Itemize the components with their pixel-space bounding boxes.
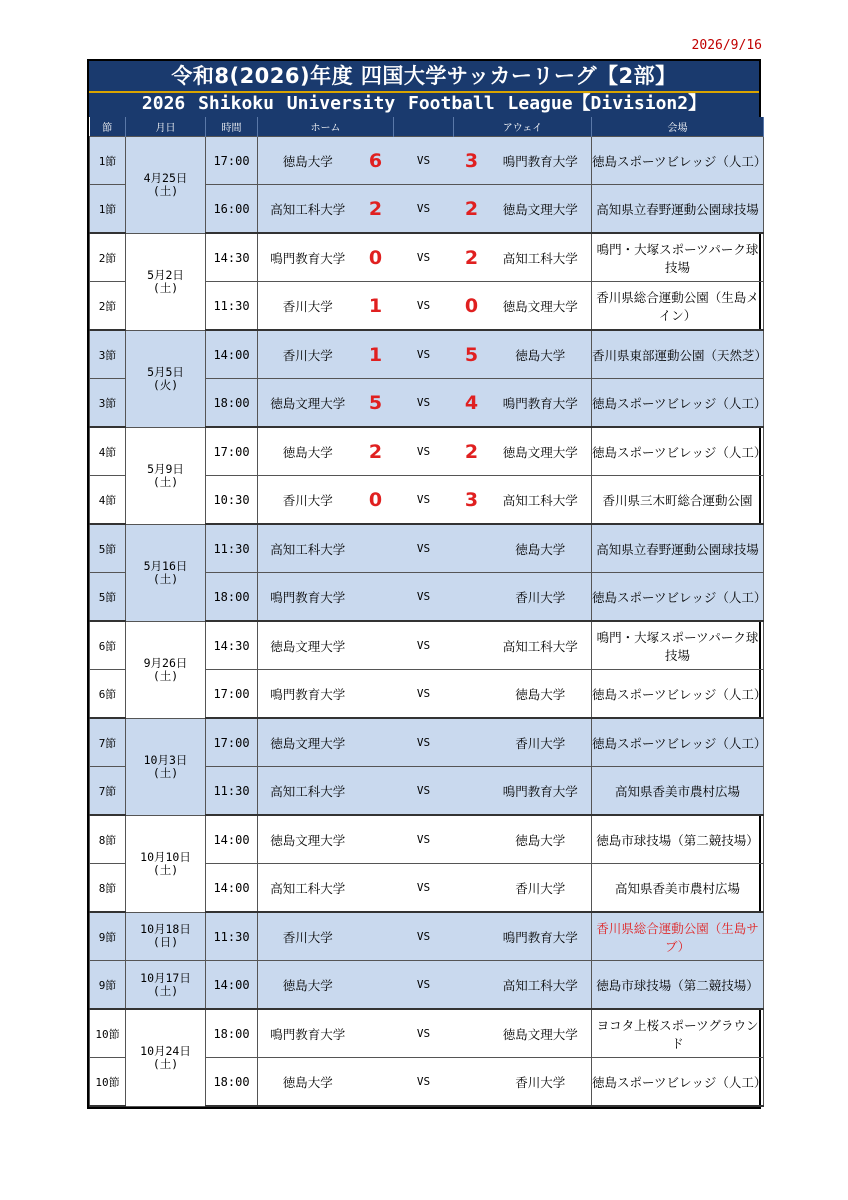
vs-label: VS — [394, 767, 454, 816]
section-cell: 2節 — [90, 233, 126, 282]
home-score — [358, 864, 394, 913]
venue-cell: 高知県香美市農村広場 — [592, 864, 764, 913]
home-team: 高知工科大学 — [258, 767, 358, 816]
home-team: 香川大学 — [258, 912, 358, 961]
kickoff-time: 17:00 — [206, 718, 258, 767]
kickoff-time: 14:00 — [206, 864, 258, 913]
home-team: 鳴門教育大学 — [258, 1009, 358, 1058]
section-cell: 1節 — [90, 137, 126, 185]
kickoff-time: 11:30 — [206, 282, 258, 331]
match-row — [90, 427, 764, 476]
away-score — [454, 573, 490, 622]
venue-cell: 高知県立春野運動公園球技場 — [592, 524, 764, 573]
date-cell: 5月2日 (土) — [126, 233, 206, 330]
away-score — [454, 621, 490, 670]
vs-label: VS — [394, 815, 454, 864]
venue-cell: 鳴門・大塚スポーツパーク球技場 — [592, 621, 764, 670]
kickoff-time: 11:30 — [206, 767, 258, 816]
section-cell: 3節 — [90, 379, 126, 428]
vs-label: VS — [394, 282, 454, 331]
home-team: 徳島文理大学 — [258, 815, 358, 864]
section-cell: 9節 — [90, 912, 126, 961]
kickoff-time: 14:30 — [206, 621, 258, 670]
header-venue: 会場 — [592, 117, 764, 137]
vs-label: VS — [394, 1009, 454, 1058]
match-row — [90, 815, 764, 864]
away-score — [454, 912, 490, 961]
away-score — [454, 1009, 490, 1058]
home-score — [358, 1009, 394, 1058]
kickoff-time: 14:30 — [206, 233, 258, 282]
venue-cell: 徳島スポーツビレッジ（人工） — [592, 1058, 764, 1107]
away-team: 高知工科大学 — [490, 233, 592, 282]
home-score — [358, 815, 394, 864]
away-team: 徳島文理大学 — [490, 282, 592, 331]
home-team: 徳島大学 — [258, 137, 358, 185]
home-score: 1 — [358, 282, 394, 331]
away-score: 2 — [454, 427, 490, 476]
section-cell: 10節 — [90, 1009, 126, 1058]
vs-label: VS — [394, 670, 454, 719]
vs-label: VS — [394, 185, 454, 234]
date-cell: 10月17日 (土) — [126, 961, 206, 1010]
venue-cell: 徳島市球技場（第二競技場） — [592, 815, 764, 864]
home-team: 高知工科大学 — [258, 524, 358, 573]
home-score: 0 — [358, 476, 394, 525]
date-cell: 5月9日 (土) — [126, 427, 206, 524]
kickoff-time: 17:00 — [206, 427, 258, 476]
vs-label: VS — [394, 1058, 454, 1107]
vs-label: VS — [394, 961, 454, 1010]
kickoff-time: 16:00 — [206, 185, 258, 234]
venue-cell: 鳴門・大塚スポーツパーク球技場 — [592, 233, 764, 282]
vs-label: VS — [394, 524, 454, 573]
away-team: 徳島大学 — [490, 524, 592, 573]
title-english: 2026 Shikoku University Football League【Division2】 — [89, 91, 759, 117]
header-row — [90, 117, 764, 137]
kickoff-time: 18:00 — [206, 573, 258, 622]
date-cell: 5月16日 (土) — [126, 524, 206, 621]
home-score — [358, 767, 394, 816]
section-cell: 4節 — [90, 427, 126, 476]
home-score: 5 — [358, 379, 394, 428]
away-score — [454, 524, 490, 573]
venue-cell: 高知県香美市農村広場 — [592, 767, 764, 816]
title-banner — [89, 61, 759, 117]
section-cell: 5節 — [90, 573, 126, 622]
section-cell: 3節 — [90, 330, 126, 379]
home-score: 2 — [358, 427, 394, 476]
away-team: 鳴門教育大学 — [490, 912, 592, 961]
kickoff-time: 10:30 — [206, 476, 258, 525]
vs-label: VS — [394, 137, 454, 185]
venue-cell: 香川県東部運動公園（天然芝） — [592, 330, 764, 379]
kickoff-time: 11:30 — [206, 912, 258, 961]
home-team: 高知工科大学 — [258, 864, 358, 913]
kickoff-time: 17:00 — [206, 137, 258, 185]
section-cell: 8節 — [90, 864, 126, 913]
home-team: 徳島文理大学 — [258, 718, 358, 767]
home-team: 香川大学 — [258, 330, 358, 379]
header-date: 月日 — [126, 117, 206, 137]
home-score — [358, 573, 394, 622]
home-team: 徳島文理大学 — [258, 621, 358, 670]
away-team: 鳴門教育大学 — [490, 767, 592, 816]
match-row — [90, 233, 764, 282]
section-cell: 7節 — [90, 767, 126, 816]
date-cell: 4月25日 (土) — [126, 137, 206, 234]
kickoff-time: 18:00 — [206, 379, 258, 428]
home-score: 0 — [358, 233, 394, 282]
vs-label: VS — [394, 379, 454, 428]
away-score — [454, 961, 490, 1010]
away-score — [454, 718, 490, 767]
section-cell: 8節 — [90, 815, 126, 864]
date-cell: 10月24日 (土) — [126, 1009, 206, 1106]
home-score — [358, 718, 394, 767]
away-team: 徳島大学 — [490, 330, 592, 379]
match-row — [90, 718, 764, 767]
header-spacer — [394, 117, 454, 137]
venue-cell: 徳島スポーツビレッジ（人工） — [592, 427, 764, 476]
section-cell: 4節 — [90, 476, 126, 525]
kickoff-time: 17:00 — [206, 670, 258, 719]
match-row — [90, 961, 764, 1010]
kickoff-time: 11:30 — [206, 524, 258, 573]
venue-cell: 徳島スポーツビレッジ（人工） — [592, 573, 764, 622]
venue-cell: 徳島スポーツビレッジ（人工） — [592, 379, 764, 428]
date-cell: 10月10日 (土) — [126, 815, 206, 912]
kickoff-time: 14:00 — [206, 815, 258, 864]
match-row — [90, 137, 764, 185]
away-team: 香川大学 — [490, 573, 592, 622]
away-team: 徳島文理大学 — [490, 185, 592, 234]
kickoff-time: 14:00 — [206, 330, 258, 379]
home-team: 香川大学 — [258, 282, 358, 331]
away-score: 5 — [454, 330, 490, 379]
away-team: 香川大学 — [490, 864, 592, 913]
home-score: 1 — [358, 330, 394, 379]
away-score: 4 — [454, 379, 490, 428]
home-team: 高知工科大学 — [258, 185, 358, 234]
home-score — [358, 912, 394, 961]
header-home: ホーム — [258, 117, 394, 137]
venue-cell: 徳島スポーツビレッジ（人工） — [592, 718, 764, 767]
home-team: 徳島大学 — [258, 961, 358, 1010]
kickoff-time: 14:00 — [206, 961, 258, 1010]
schedule-sheet — [87, 59, 768, 1109]
away-team: 鳴門教育大学 — [490, 137, 592, 185]
vs-label: VS — [394, 573, 454, 622]
section-cell: 10節 — [90, 1058, 126, 1107]
title-japanese: 令和8(2026)年度 四国大学サッカーリーグ【2部】 — [171, 64, 677, 88]
home-score — [358, 961, 394, 1010]
away-score — [454, 864, 490, 913]
away-team: 高知工科大学 — [490, 621, 592, 670]
vs-label: VS — [394, 912, 454, 961]
header-away: アウェイ — [454, 117, 592, 137]
vs-label: VS — [394, 864, 454, 913]
away-team: 徳島大学 — [490, 815, 592, 864]
away-team: 鳴門教育大学 — [490, 379, 592, 428]
section-cell: 6節 — [90, 670, 126, 719]
section-cell: 1節 — [90, 185, 126, 234]
home-score — [358, 670, 394, 719]
away-score: 2 — [454, 233, 490, 282]
away-team: 高知工科大学 — [490, 476, 592, 525]
date-cell: 5月5日 (火) — [126, 330, 206, 427]
away-score — [454, 815, 490, 864]
section-cell: 7節 — [90, 718, 126, 767]
vs-label: VS — [394, 233, 454, 282]
away-score: 3 — [454, 476, 490, 525]
venue-cell: 高知県立春野運動公園球技場 — [592, 185, 764, 234]
away-team: 高知工科大学 — [490, 961, 592, 1010]
vs-label: VS — [394, 427, 454, 476]
home-team: 鳴門教育大学 — [258, 573, 358, 622]
away-team: 徳島文理大学 — [490, 427, 592, 476]
away-team: 徳島文理大学 — [490, 1009, 592, 1058]
section-cell: 5節 — [90, 524, 126, 573]
match-row — [90, 912, 764, 961]
home-score — [358, 524, 394, 573]
match-row — [90, 524, 764, 573]
home-team: 徳島大学 — [258, 427, 358, 476]
venue-cell: 徳島市球技場（第二競技場） — [592, 961, 764, 1010]
print-date: 2026/9/16 — [691, 38, 762, 53]
home-team: 鳴門教育大学 — [258, 233, 358, 282]
venue-cell: 香川県総合運動公園（生島メイン） — [592, 282, 764, 331]
home-team: 徳島文理大学 — [258, 379, 358, 428]
away-team: 徳島大学 — [490, 670, 592, 719]
away-score: 3 — [454, 137, 490, 185]
venue-cell: 香川県総合運動公園（生島サブ） — [592, 912, 764, 961]
kickoff-time: 18:00 — [206, 1058, 258, 1107]
header-sec: 節 — [90, 117, 126, 137]
home-team: 鳴門教育大学 — [258, 670, 358, 719]
header-time: 時間 — [206, 117, 258, 137]
venue-cell: ヨコタ上桜スポーツグラウンド — [592, 1009, 764, 1058]
venue-cell: 徳島スポーツビレッジ（人工） — [592, 670, 764, 719]
section-cell: 2節 — [90, 282, 126, 331]
vs-label: VS — [394, 330, 454, 379]
match-row — [90, 621, 764, 670]
section-cell: 9節 — [90, 961, 126, 1010]
home-team: 徳島大学 — [258, 1058, 358, 1107]
home-team: 香川大学 — [258, 476, 358, 525]
away-team: 香川大学 — [490, 718, 592, 767]
away-score — [454, 670, 490, 719]
home-score — [358, 621, 394, 670]
home-score — [358, 1058, 394, 1107]
vs-label: VS — [394, 621, 454, 670]
home-score: 2 — [358, 185, 394, 234]
date-cell: 10月18日 (日) — [126, 912, 206, 961]
vs-label: VS — [394, 476, 454, 525]
away-score: 0 — [454, 282, 490, 331]
schedule-table — [89, 117, 768, 1107]
section-cell: 6節 — [90, 621, 126, 670]
venue-cell: 徳島スポーツビレッジ（人工） — [592, 137, 764, 185]
match-row — [90, 1009, 764, 1058]
date-cell: 9月26日 (土) — [126, 621, 206, 718]
match-row — [90, 330, 764, 379]
home-score: 6 — [358, 137, 394, 185]
away-score — [454, 1058, 490, 1107]
date-cell: 10月3日 (土) — [126, 718, 206, 815]
away-score — [454, 767, 490, 816]
away-team: 香川大学 — [490, 1058, 592, 1107]
kickoff-time: 18:00 — [206, 1009, 258, 1058]
away-score: 2 — [454, 185, 490, 234]
venue-cell: 香川県三木町総合運動公園 — [592, 476, 764, 525]
vs-label: VS — [394, 718, 454, 767]
